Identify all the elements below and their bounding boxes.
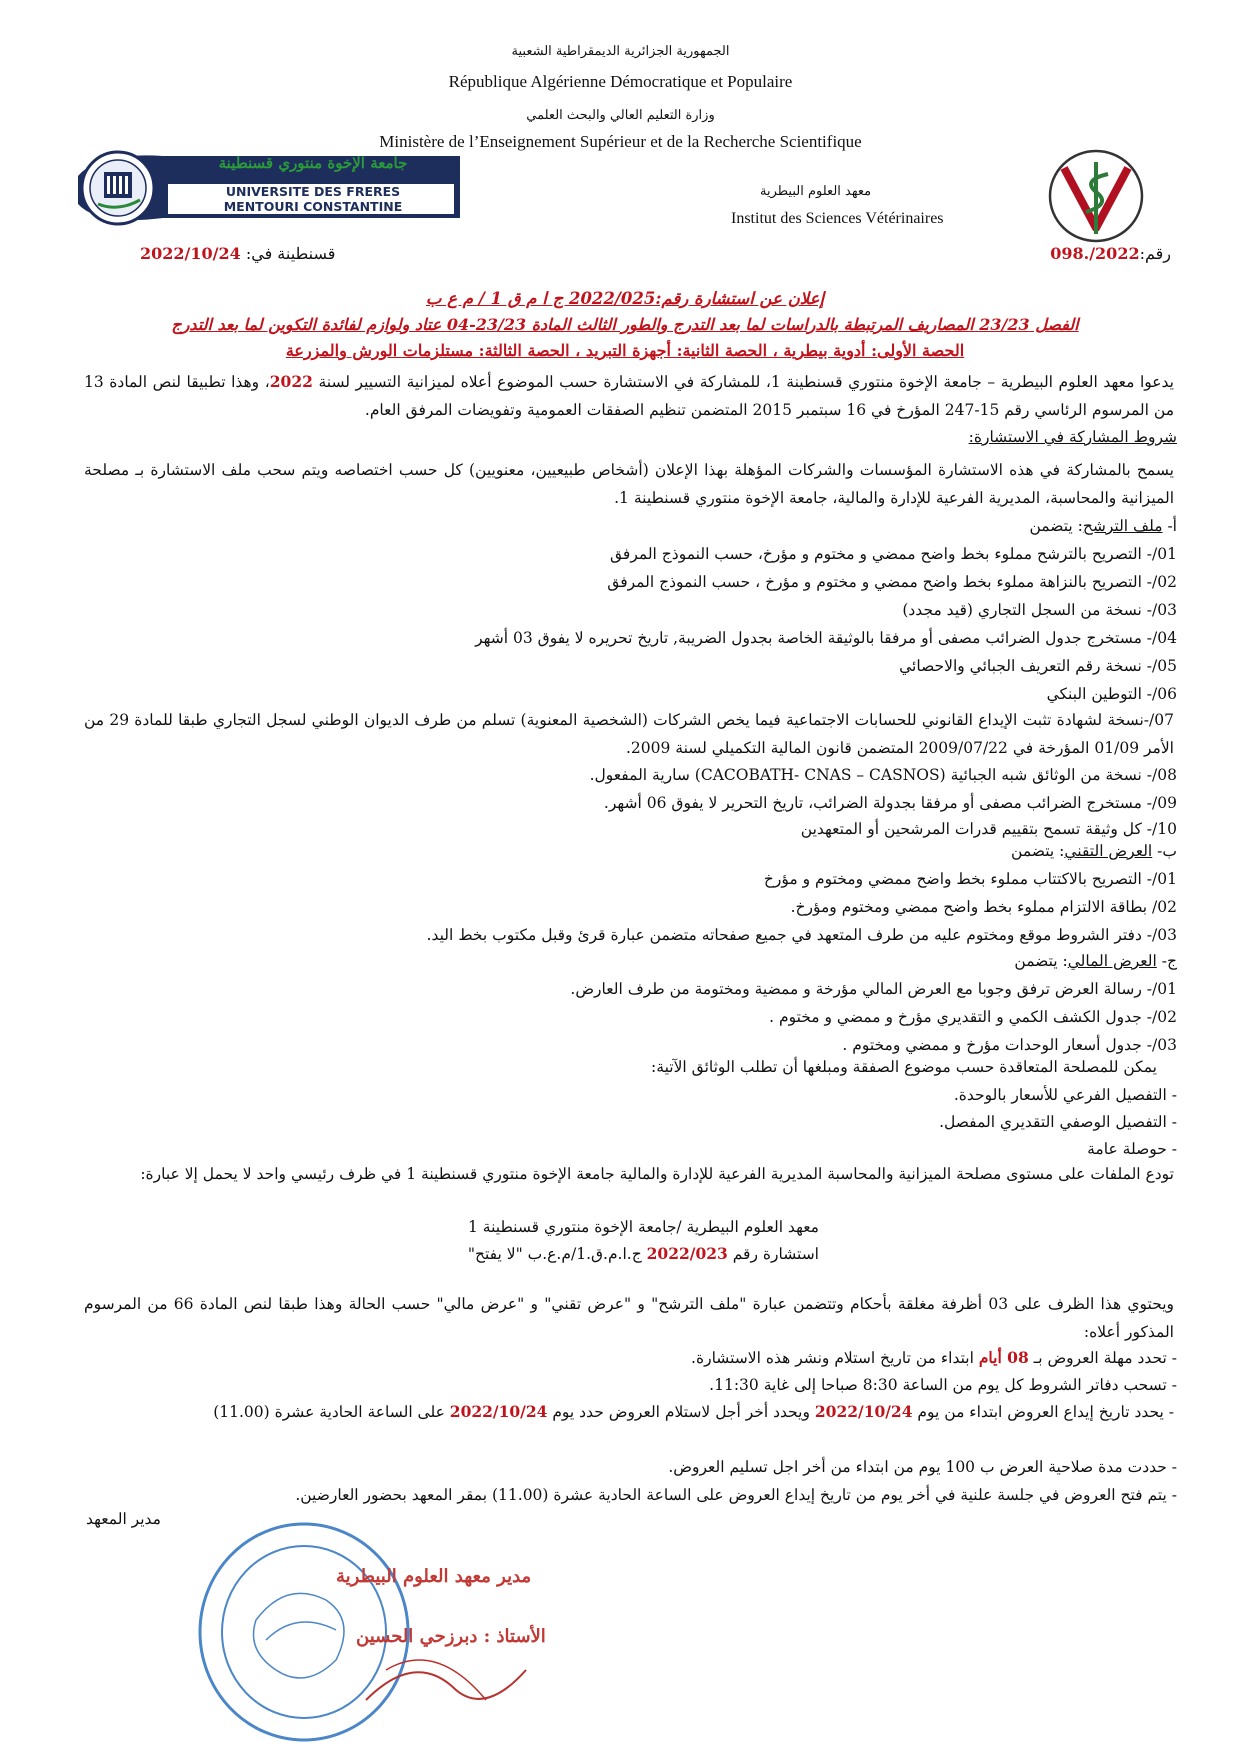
technical-item: 03/- دفتر الشروط موقع ومختوم عليه من طرف المتعهد في جميع صفحاته متضمن عبارة قرئ وقبل مكتوب بخط اليد. <box>426 926 1177 944</box>
financial-item: 02/- جدول الكشف الكمي و التقديري مؤرخ و ممضي و مختوم . <box>769 1008 1177 1026</box>
validity-line: - حددت مدة صلاحية العرض ب 100 يوم من ابتداء من أخر اجل تسليم العروض. <box>668 1458 1177 1476</box>
opening-line: - يتم فتح العروض في جلسة علنية في أخر يوم من تاريخ إيداع العروض على الساعة الحادية عشرة (11.00) بمقر المعهد بحضور العارضين. <box>295 1486 1177 1504</box>
announcement-title: إعلان عن استشارة رقم:2022/025 ج ا م ق 1 / م ع ب <box>425 289 825 308</box>
file-item: 04/- مستخرج جدول الضرائب مصفى أو مرفقا بالوثيقة الخاصة بجدول الضريبة, تاريخ تحريره لا يفوق 03 أشهر <box>475 629 1177 647</box>
envelope-line-2: استشارة رقم 2022/023 ج.ا.م.ق.1/م.ع.ب "لا يفتح" <box>467 1244 819 1263</box>
republic-ar: الجمهورية الجزائرية الديمقراطية الشعبية <box>511 44 730 59</box>
technical-item: 02/ بطاقة الالتزام مملوء بخط واضح ممضي ومختوم ومؤرخ. <box>790 898 1177 916</box>
conditions-heading: شروط المشاركة في الاستشارة: <box>968 428 1177 446</box>
official-stamp <box>186 1500 606 1750</box>
university-name-ar: جامعة الإخوة منتوري قسنطينة <box>218 154 408 172</box>
file-item: 05/- نسخة رقم التعريف الجبائي والاحصائي <box>899 657 1177 675</box>
financial-item: 03/- جدول أسعار الوحدات مؤرخ و ممضي ومختوم . <box>842 1036 1177 1054</box>
stamp-director-title: مدير معهد العلوم البيطرية <box>336 1566 532 1587</box>
institute-name-fr: Institut des Sciences Vétérinaires <box>731 210 944 227</box>
financial-note: يمكن للمصلحة المتعاقدة حسب موضوع الصفقة ومبلغها أن تطلب الوثائق الآتية: <box>651 1058 1157 1076</box>
file-section-heading: أ- ملف الترشح: يتضمن <box>1029 517 1177 535</box>
financial-extra: - التفصيل الوصفي التقديري المفصل. <box>939 1113 1177 1131</box>
technical-item: 01/- التصريح بالاكتتاب مملوء بخط واضح ممضي ومختوم و مؤرخ <box>763 870 1177 888</box>
withdraw-line: - تسحب دفاتر الشروط كل يوم من الساعة 8:30 صباحا إلى غاية 11:30. <box>709 1376 1177 1394</box>
financial-extra: - التفصيل الفرعي للأسعار بالوحدة. <box>953 1086 1177 1104</box>
announcement-chapter: الفصل 23/23 المصاريف المرتبطة بالدراسات لما بعد التدرج والطور الثالث المادة 23/23-04 عتاد ولوازم لفائدة التكوين لما بعد التدرج <box>171 315 1079 334</box>
file-item: 02/- التصريح بالنزاهة مملوء بخط واضح ممضي و مختوم و مؤرخ ، حسب النموذج المرفق <box>607 573 1177 591</box>
file-item: 06/- التوطين البنكي <box>1046 685 1177 703</box>
file-item: 09/- مستخرج الضرائب مصفى أو مرفقا بجدولة الضرائب، تاريخ التحرير لا يفوق 06 أشهر. <box>603 794 1177 812</box>
conditions-text: يسمح بالمشاركة في هذه الاستشارة المؤسسات والشركات المؤهلة بهذا الإعلان (أشخاص طبيعيين، معنويين) كل حسب اختصاصه ويتم سحب ملف الاستشارة بـ مصلحة الميزانية والمحاسبة، المديرية الفرعية للإدارة والمالية، جامعة الإخوة منتوري قسنطينة 1. <box>84 461 1174 507</box>
document-date: قسنطينة في: 2022/10/24 <box>140 244 336 263</box>
director-label: مدير المعهد <box>86 1510 161 1528</box>
file-item: 08/- نسخة من الوثائق شبه الجبائية (CACOBATH- CNAS – CASNOS) سارية المفعول. <box>589 766 1177 784</box>
deposit-text: تودع الملفات على مستوى مصلحة الميزانية والمحاسبة المديرية الفرعية للإدارة والمالية جامعة الإخوة منتوري قسنطينة 1 في ظرف رئيسي واحد لا يحمل إلا عبارة: <box>140 1165 1174 1183</box>
ministry-fr: Ministère de l’Enseignement Supérieur et de la Recherche Scientifique <box>379 132 862 151</box>
file-item: 10/- كل وثيقة تسمح بتقييم قدرات المرشحين أو المتعهدين <box>800 820 1177 838</box>
file-item: 03/- نسخة من السجل التجاري (قيد مجدد) <box>902 601 1177 619</box>
submission-line: - يحدد تاريخ إيداع العروض ابتداء من يوم 2022/10/24 ويحدد أخر أجل لاستلام العروض حدد يوم 2022/10/24 على الساعة الحادية عشرة (11.00) <box>213 1402 1174 1421</box>
university-logo <box>68 148 460 230</box>
file-item: 07/-نسخة لشهادة تثبت الإيداع القانوني للحسابات الاجتماعية فيما يخص الشركات (الشخصية المعنوية) تسلم من طرف الديوان الوطني لسجل التجاري طبقا للمادة 29 من الأمر 01/09 المؤرخة في 2009/07/22 المتضمن قانون المالية التكميلي لسنة 2009. <box>84 711 1174 757</box>
financial-extra: - حوصلة عامة <box>1087 1140 1177 1158</box>
institute-name-ar: معهد العلوم البيطرية <box>760 184 872 199</box>
announcement-lots: الحصة الأولى: أدوية بيطرية ، الحصة الثانية: أجهزة التبريد ، الحصة الثالثة: مستلزمات الورش والمزرعة <box>285 341 965 360</box>
stamp-director-name: الأستاذ : دبرزحي الحسين <box>356 1626 546 1647</box>
technical-section-heading: ب- العرض التقني: يتضمن <box>1011 842 1177 860</box>
university-name-fr: UNIVERSITE DES FRERES MENTOURI CONSTANTINE <box>223 184 403 214</box>
envelopes-paragraph: ويحتوي هذا الظرف على 03 أظرفة مغلقة بأحكام وتتضمن عبارة "ملف الترشح" و "عرض تقني" و "عرض مالي" حسب الحالة وهذا طبقا لنص المادة 66 من المرسوم المذكور أعلاه: <box>84 1295 1175 1341</box>
veterinary-institute-logo <box>1046 148 1146 244</box>
ministry-ar: وزارة التعليم العالي والبحث العلمي <box>526 108 715 123</box>
file-item: 01/- التصريح بالترشح مملوء بخط واضح ممضي و مختوم و مؤرخ، حسب النموذج المرفق <box>609 545 1177 563</box>
reference-number: رقم:2022/.098 <box>1050 244 1171 263</box>
republic-fr: République Algérienne Démocratique et Populaire <box>448 72 793 91</box>
financial-item: 01/- رسالة العرض ترفق وجوبا مع العرض المالي مؤرخة و ممضية ومختومة من طرف العارض. <box>570 980 1177 998</box>
intro-paragraph: يدعوا معهد العلوم البيطرية – جامعة الإخوة منتوري قسنطينة 1، للمشاركة في الاستشارة حسب الموضوع أعلاه لميزانية التسيير لسنة 2022، وهذا تطبيقا لنص المادة 13 من المرسوم الرئاسي رقم 15-247 المؤرخ في 16 سبتمبر 2015 المتضمن تنظيم الصفقات العمومية وتفويضات المرفق العام. <box>84 372 1174 419</box>
deadline-line: - تحدد مهلة العروض بـ 08 أيام ابتداء من تاريخ استلام ونشر هذه الاستشارة. <box>691 1348 1177 1367</box>
envelope-line-1: معهد العلوم البيطرية /جامعة الإخوة منتوري قسنطينة 1 <box>468 1218 819 1236</box>
financial-section-heading: ج- العرض المالي: يتضمن <box>1014 952 1177 970</box>
